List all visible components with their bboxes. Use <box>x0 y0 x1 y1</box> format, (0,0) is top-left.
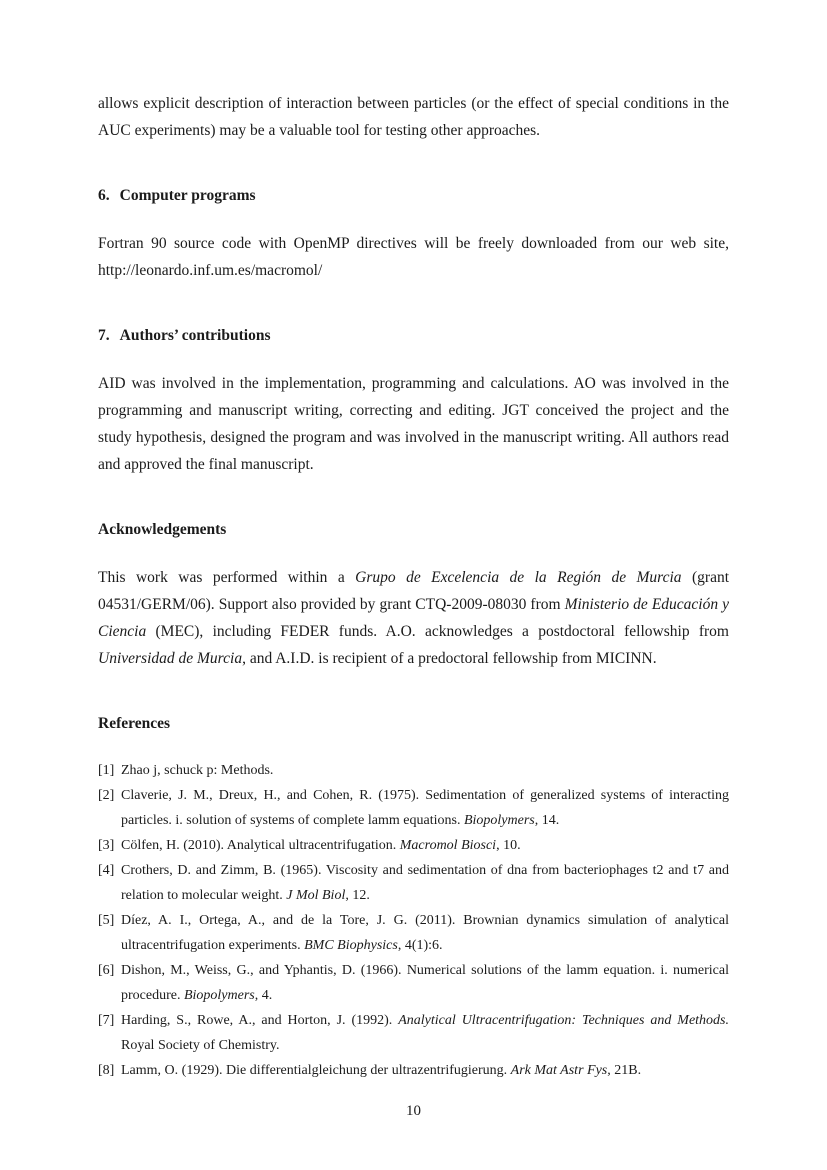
text-segment: Cölfen, H. (2010). Analytical ultracentrifugation. <box>121 838 400 853</box>
reference-label: [3] <box>98 838 115 853</box>
text-segment: Claverie, J. M., Dreux, H., and Cohen, R. (1975). Sedimentation of generalized systems of interacting particles. i. solution of systems of complete lamm equations. <box>121 788 729 828</box>
text-segment: Zhao j, schuck p: Methods. <box>121 763 274 778</box>
text-segment: (MEC), including FEDER funds. A.O. acknowledges a postdoctoral fellowship from <box>146 623 729 640</box>
text-segment: Lamm, O. (1929). Die differentialgleichung der ultrazentrifugierung. <box>121 1063 511 1078</box>
reference-text <box>121 908 729 958</box>
section-heading-computer-programs <box>98 186 729 206</box>
website-link[interactable]: http://leonardo.inf.um.es/macromol/ <box>98 262 323 279</box>
text-segment: This work was performed within a <box>98 569 356 586</box>
references-heading <box>98 714 729 734</box>
reference-item <box>98 1058 729 1083</box>
reference-item <box>98 758 729 783</box>
reference-label: [4] <box>98 863 115 878</box>
text-segment: Harding, S., Rowe, A., and Horton, J. (1992). <box>121 1013 399 1028</box>
text-segment: AID was involved in the implementation, programming and calculations. AO was involved in the programming and manuscript writing, correcting and editing. JGT conceived the project and the study hypothesis, designed the program and was involved in the manuscript writing. All authors read and approved the final manuscript. <box>98 375 729 473</box>
reference-item <box>98 908 729 958</box>
reference-item <box>98 858 729 908</box>
reference-item <box>98 833 729 858</box>
text-segment: Biopolymers <box>183 988 255 1003</box>
reference-list <box>98 758 729 1083</box>
reference-label: [8] <box>98 1063 115 1078</box>
text-segment: J Mol Biol <box>286 888 346 903</box>
reference-text <box>121 1008 729 1058</box>
section-heading-authors-contributions <box>98 326 729 346</box>
reference-label: [1] <box>98 763 115 778</box>
text-segment: , and A.I.D. is recipient of a predoctoral fellowship from MICINN. <box>242 650 657 667</box>
reference-label: [2] <box>98 788 115 803</box>
text-segment: Biopolymers <box>463 813 535 828</box>
text-segment: BMC Biophysics <box>304 938 398 953</box>
text-segment: Fortran 90 source code with OpenMP directives will be freely downloaded from our web site, <box>98 235 729 252</box>
text-segment: Díez, A. I., Ortega, A., and de la Tore, J. G. (2011). Brownian dynamics simulation of analytical ultracentrifugation experiments. <box>121 913 729 953</box>
text-segment: , 10. <box>496 838 521 853</box>
reference-item <box>98 1008 729 1058</box>
section-title: Computer programs <box>119 187 256 204</box>
section-number: 7. <box>98 327 110 344</box>
text-segment: Universidad de Murcia <box>98 650 243 667</box>
section-title: Acknowledgements <box>98 521 227 538</box>
text-segment: allows explicit description of interaction between particles (or the effect of special conditions in the AUC experiments) may be a valuable tool for testing other approaches. <box>98 95 729 139</box>
text-segment: Grupo de Excelencia de la Región de Murcia <box>355 569 682 586</box>
reference-item <box>98 958 729 1008</box>
text-segment: Ministerio de Educación y Ciencia <box>98 596 730 640</box>
section-title: Authors’ contributions <box>119 327 271 344</box>
intro-paragraph <box>98 90 729 144</box>
text-segment: Ark Mat Astr Fys <box>510 1063 608 1078</box>
reference-text <box>121 1058 729 1083</box>
reference-text <box>121 758 729 783</box>
authors-contributions-paragraph <box>98 370 729 478</box>
text-segment: , 4. <box>254 988 273 1003</box>
text-segment: (grant 04531/GERM/06). Support also provided by grant CTQ-2009-08030 from <box>98 569 730 613</box>
reference-text <box>121 858 729 908</box>
text-segment: , 14. <box>534 813 560 828</box>
text-segment: , 12. <box>345 888 370 903</box>
section-heading-acknowledgements <box>98 520 729 540</box>
reference-text <box>121 958 729 1008</box>
references-title: References <box>98 715 171 732</box>
acknowledgements-paragraph <box>98 564 729 672</box>
text-segment: Analytical Ultracentrifugation: Techniques and Methods. <box>398 1013 729 1028</box>
page-number: 10 <box>406 1103 421 1119</box>
text-segment: Crothers, D. and Zimm, B. (1965). Viscosity and sedimentation of dna from bacteriophages t2 and t7 and relation to molecular weight. <box>121 863 729 903</box>
text-segment: Dishon, M., Weiss, G., and Yphantis, D. (1966). Numerical solutions of the lamm equation. i. numerical procedure. <box>121 963 729 1003</box>
text-segment: Macromol Biosci <box>399 838 497 853</box>
reference-item <box>98 783 729 833</box>
text-segment: , 21B. <box>607 1063 642 1078</box>
computer-programs-paragraph <box>98 230 729 284</box>
reference-label: [7] <box>98 1013 115 1028</box>
section-number: 6. <box>98 187 110 204</box>
reference-label: [6] <box>98 963 115 978</box>
reference-text <box>121 783 729 833</box>
text-segment: Royal Society of Chemistry. <box>121 1038 280 1053</box>
reference-text <box>121 833 729 858</box>
reference-label: [5] <box>98 913 115 928</box>
text-segment: , 4(1):6. <box>397 938 443 953</box>
